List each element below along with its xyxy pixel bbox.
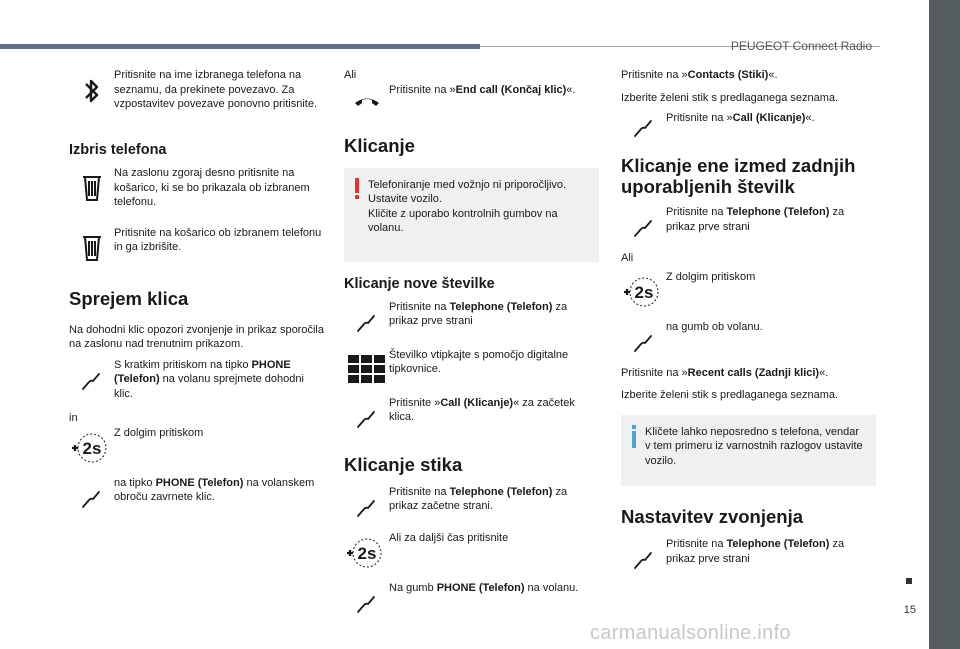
column-1: Pritisnite na ime izbranega telefona na seznamu, da prekinete povezavo. Za vzpostavitev povezave ponovno pritisnite. Izbris telefona Na zaslonu zgoraj desno pritisnite na košarico, ki se bo prikazala ob izbranem telefonu. Pritisnite na košarico ob izbranem telefonu in ga izbrišite. Sprejem klica Na dohodni klic opozori zvonjenje in prikaz sporočila na zaslonu nad trenutnim prikazom. S kratkim pritiskom na tipko PHONE (Telefon) na volanu sprejmete dohodni klic. in 2s Z dolgim pritiskom na tipko PHONE (Telefon) na volanskem obroču zavrnete klic.	[69, 62, 324, 518]
call-item: Pritisnite na »Call (Klicanje)«.	[621, 105, 876, 147]
stika-item-3: Na gumb PHONE (Telefon) na volanu.	[344, 581, 599, 623]
section-title-sprejem: Sprejem klica	[69, 287, 189, 309]
nova-item-3: Pritisnite »Call (Klicanje)« za začetek klica.	[344, 396, 599, 438]
watermark: carmanualsonline.info	[590, 622, 791, 644]
section-title-nova: Klicanje nove številke	[344, 275, 495, 292]
long-press-2s-icon	[69, 428, 114, 468]
bluetooth-item: Pritisnite na ime izbranega telefona na seznamu, da prekinete povezavo. Za vzpostavitev povezave ponovno pritisnite.	[69, 62, 324, 118]
svg-text:2s: 2s	[634, 282, 653, 302]
nastavitev-item-1: Pritisnite na Telephone (Telefon) za prikaz prve strani	[621, 537, 876, 579]
brand-label: PEUGEOT Connect Radio	[730, 39, 872, 53]
svg-text:2s: 2s	[357, 543, 376, 563]
info-box: Kličete lahko neposredno s telefona, vendar v tem primeru iz varnostnih razlogov ustavite vozilo.	[621, 415, 876, 487]
finger-touch-icon	[344, 302, 389, 342]
zadnji-item-2: 2s Z dolgim pritiskom	[621, 270, 876, 312]
warning-box: Telefoniranje med vožnjo ni priporočljivo. Ustavite vozilo. Kličite z uporabo kontrolnih gumbov na volanu.	[344, 168, 599, 262]
info-icon	[630, 425, 638, 454]
column-3: Pritisnite na »Contacts (Stiki)«. Izberite želeni stik s predlaganega seznama. Pritisnite na »Call (Klicanje)«. Klicanje ene izmed zadnjih uporabljenih številk Pritisnite na Telephone (Telefon) za prikaz prve strani Ali 2s Z dolgim pritiskom na gumb ob volanu. Pritisnite na »Recent calls (Zadnji klici)«. Izberite želeni stik s predlaganega seznama. Kličete lahko neposredno s telefona, vendar v tem primeru iz varnostnih razlogov ustavite vozilo. Nastavitev zvonjenja Pritisnite na Telephone (Telefon) za prikaz prve strani	[621, 62, 876, 579]
stika-item-2: 2s Ali za daljši čas pritisnite	[344, 531, 599, 573]
header-bar	[0, 44, 480, 49]
finger-touch-icon	[621, 207, 666, 247]
finger-touch-icon	[344, 487, 389, 527]
finger-touch-icon	[69, 478, 114, 518]
nova-item-2: Številko vtipkajte s pomočjo digitalne tipkovnice.	[344, 348, 599, 390]
trash-icon	[69, 168, 114, 208]
hang-up-icon	[344, 85, 389, 117]
side-tab	[929, 0, 960, 649]
exclamation-icon	[353, 178, 361, 205]
finger-touch-icon	[621, 539, 666, 579]
stika-item-1: Pritisnite na Telephone (Telefon) za prikaz začetne strani.	[344, 485, 599, 527]
zadnji-item-3: na gumb ob volanu.	[621, 320, 876, 362]
page-number: 15	[903, 604, 916, 616]
svg-text:2s: 2s	[82, 438, 101, 458]
zadnji-item-1: Pritisnite na Telephone (Telefon) za prikaz prve strani	[621, 205, 876, 247]
section-title-zadnji: Klicanje ene izmed zadnjih uporabljenih številk	[621, 155, 856, 197]
long-press-2s-icon	[621, 272, 666, 312]
continue-mark	[906, 578, 912, 584]
section-title-stika: Klicanje stika	[344, 453, 463, 475]
keypad-icon	[344, 350, 389, 390]
finger-touch-icon	[621, 322, 666, 362]
finger-touch-icon	[344, 583, 389, 623]
section-title-nastavitev: Nastavitev zvonjenja	[621, 506, 803, 527]
izbris-item-2: Pritisnite na košarico ob izbranem telefonu in ga izbrišite.	[69, 226, 324, 268]
finger-touch-icon	[621, 107, 666, 147]
column-2: Ali Pritisnite na »End call (Končaj klic)«. Klicanje Telefoniranje med vožnjo ni priporočljivo. Ustavite vozilo. Kličite z uporabo kontrolnih gumbov na volanu. Klicanje nove številke Pritisnite na Telephone (Telefon) za prikaz prve strani Številko vtipkajte s pomočjo digitalne tipkovnice. Pritisnite »Call (Klicanje)« za začetek klica. Klicanje stika Pritisnite na Telephone (Telefon) za prikaz začetne strani. 2s Ali za daljši čas pritisnite Na gumb PHONE (Telefon) na volanu.	[344, 62, 599, 623]
finger-touch-icon	[69, 360, 114, 400]
sprejem-item-1: S kratkim pritiskom na tipko PHONE (Telefon) na volanu sprejmete dohodni klic.	[69, 358, 324, 402]
section-title-klicanje: Klicanje	[344, 134, 415, 156]
izbris-item-1: Na zaslonu zgoraj desno pritisnite na košarico, ki se bo prikazala ob izbranem telefonu.	[69, 166, 324, 210]
long-press-2s-icon	[344, 533, 389, 573]
bluetooth-icon	[69, 64, 114, 118]
section-title-izbris: Izbris telefona	[69, 142, 167, 158]
sprejem-item-2: 2s Z dolgim pritiskom	[69, 426, 324, 468]
nova-item-1: Pritisnite na Telephone (Telefon) za prikaz prve strani	[344, 300, 599, 342]
trash-icon	[69, 228, 114, 268]
sprejem-item-3: na tipko PHONE (Telefon) na volanskem obroču zavrnete klic.	[69, 476, 324, 518]
end-call-item: Pritisnite na »End call (Končaj klic)«.	[344, 83, 599, 117]
finger-touch-icon	[344, 398, 389, 438]
